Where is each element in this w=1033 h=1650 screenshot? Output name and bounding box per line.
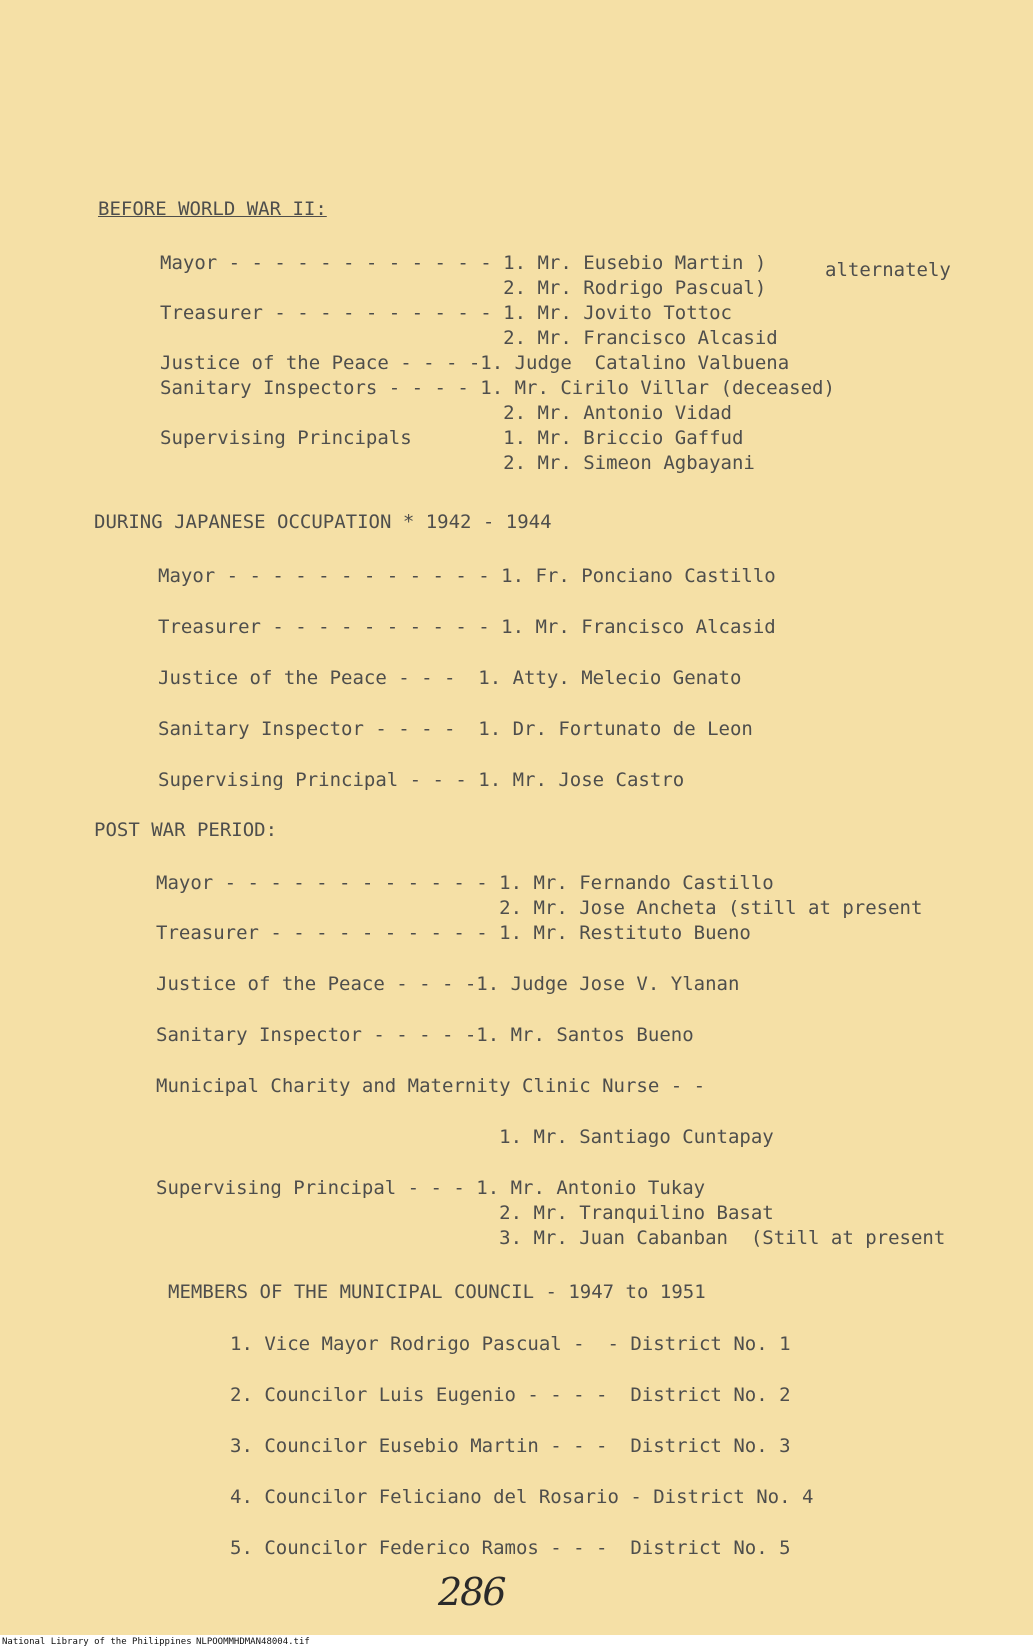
- council-member-line: 5. Councilor Federico Ramos - - - District No. 5: [230, 1537, 791, 1559]
- officer-line: 2. Mr. Jose Ancheta (still at present: [156, 897, 923, 919]
- officer-line: Mayor - - - - - - - - - - - - 1. Mr. Fernando Castillo: [156, 872, 774, 894]
- alternately-note: alternately: [825, 259, 951, 281]
- officer-line: Supervising Principals 1. Mr. Briccio Gaffud: [160, 427, 744, 449]
- section-heading-council: MEMBERS OF THE MUNICIPAL COUNCIL - 1947 to 1951: [168, 1281, 706, 1303]
- section-heading-pre-war: BEFORE WORLD WAR II:: [98, 198, 327, 220]
- footer-file-name: NLPOOMMHDMAN48004.tif: [196, 1637, 310, 1647]
- section-heading-japanese-occupation: DURING JAPANESE OCCUPATION * 1942 - 1944: [94, 511, 552, 533]
- council-member-line: 1. Vice Mayor Rodrigo Pascual - - District No. 1: [230, 1333, 791, 1355]
- scan-footer: [0, 1635, 1033, 1650]
- officer-line: Mayor - - - - - - - - - - - - 1. Fr. Ponciano Castillo: [158, 565, 776, 587]
- officer-line: Mayor - - - - - - - - - - - - 1. Mr. Eusebio Martin ): [160, 252, 767, 274]
- officer-line: Justice of the Peace - - - -1. Judge Catalino Valbuena: [160, 352, 790, 374]
- officer-line: 2. Mr. Rodrigo Pascual): [160, 277, 767, 299]
- officer-line: Justice of the Peace - - - -1. Judge Jose V. Ylanan: [156, 973, 740, 995]
- officer-line: 2. Mr. Antonio Vidad: [160, 402, 732, 424]
- section-heading-post-war: POST WAR PERIOD:: [94, 819, 278, 841]
- officer-line: Sanitary Inspector - - - - 1. Dr. Fortunato de Leon: [158, 718, 753, 740]
- council-member-line: 2. Councilor Luis Eugenio - - - - District No. 2: [230, 1384, 791, 1406]
- officer-line: 1. Mr. Santiago Cuntapay: [156, 1126, 774, 1148]
- footer-library-name: National Library of the Philippines: [2, 1637, 192, 1647]
- officer-line: Treasurer - - - - - - - - - - 1. Mr. Francisco Alcasid: [158, 616, 776, 638]
- handwritten-page-number: 286: [438, 1570, 505, 1614]
- officer-line: 2. Mr. Francisco Alcasid: [160, 327, 778, 349]
- officer-line: Justice of the Peace - - - 1. Atty. Melecio Genato: [158, 667, 742, 689]
- officer-line: 2. Mr. Simeon Agbayani: [160, 452, 755, 474]
- officer-line: Supervising Principal - - - 1. Mr. Antonio Tukay: [156, 1177, 706, 1199]
- council-member-line: 4. Councilor Feliciano del Rosario - District No. 4: [230, 1486, 814, 1508]
- officer-line: Sanitary Inspectors - - - - 1. Mr. Cirilo Villar (deceased): [160, 377, 835, 399]
- officer-line: Treasurer - - - - - - - - - - 1. Mr. Jovito Tottoc: [160, 302, 732, 324]
- officer-line: Municipal Charity and Maternity Clinic Nurse - -: [156, 1075, 706, 1097]
- officer-line: Treasurer - - - - - - - - - - 1. Mr. Restituto Bueno: [156, 922, 751, 944]
- officer-line: Supervising Principal - - - 1. Mr. Jose Castro: [158, 769, 685, 791]
- officer-line: 3. Mr. Juan Cabanban (Still at present: [156, 1227, 946, 1249]
- council-member-line: 3. Councilor Eusebio Martin - - - District No. 3: [230, 1435, 791, 1457]
- officer-line: 2. Mr. Tranquilino Basat: [156, 1202, 774, 1224]
- officer-line: Sanitary Inspector - - - - -1. Mr. Santos Bueno: [156, 1024, 694, 1046]
